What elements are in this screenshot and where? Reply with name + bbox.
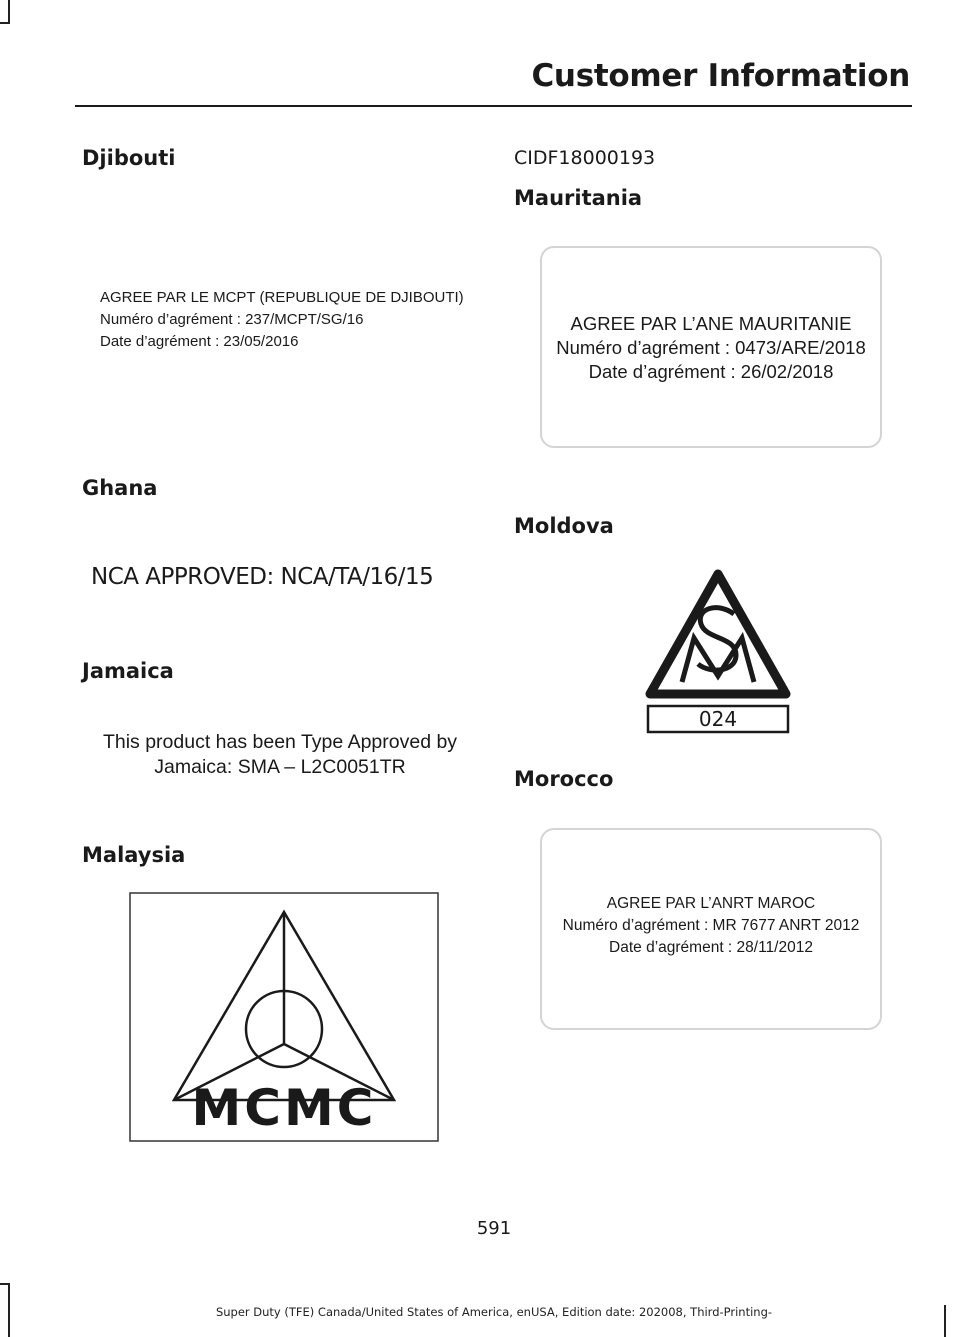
jamaica-line-2: Jamaica: SMA – L2C0051TR [154, 756, 406, 778]
djibouti-line-3: Date d’agrément : 23/05/2016 [100, 333, 299, 350]
ghana-heading: Ghana [82, 476, 158, 500]
moldova-heading: Moldova [514, 514, 614, 538]
malaysia-heading: Malaysia [82, 843, 186, 867]
morocco-approval-card [540, 828, 882, 1030]
crop-mark-top-left-v [8, 0, 10, 22]
morocco-line-3: Date d’agrément : 28/11/2012 [609, 939, 813, 956]
morocco-heading: Morocco [514, 767, 614, 791]
jamaica-line-1: This product has been Type Approved by [102, 731, 458, 753]
header-rule [75, 105, 912, 107]
djibouti-heading: Djibouti [82, 146, 176, 170]
moldova-sm-conformity-mark-icon [638, 564, 798, 739]
mcmc-triangle-logo-icon [129, 892, 439, 1142]
mauritania-line-1: AGREE PAR L’ANE MAURITANIE [570, 313, 852, 334]
djibouti-line-2: Numéro d’agrément : 237/MCPT/SG/16 [100, 311, 364, 328]
djibouti-line-1: AGREE PAR LE MCPT (REPUBLIQUE DE DJIBOUTI) [100, 289, 464, 306]
ghana-approval-label: NCA APPROVED: NCA/TA/16/15 [91, 564, 434, 590]
page-number: 591 [476, 1218, 512, 1239]
mauritania-line-3: Date d’agrément : 26/02/2018 [588, 361, 834, 382]
edition-footer: Super Duty (TFE) Canada/United States of America, enUSA, Edition date: 202008, Third-Printing- [215, 1305, 773, 1319]
crop-mark-bottom-left-h [0, 1283, 10, 1285]
djibouti-approval-label [100, 287, 464, 353]
jamaica-approval-label [80, 730, 480, 780]
mcmc-logo-text: MCMC [191, 1079, 377, 1137]
page-title: Customer Information [531, 58, 910, 94]
cidf-code: CIDF18000193 [514, 147, 656, 169]
morocco-line-1: AGREE PAR L’ANRT MAROC [606, 895, 816, 912]
mauritania-approval-card [540, 246, 882, 448]
crop-mark-top-left-h [0, 22, 10, 24]
moldova-mark-number: 024 [698, 707, 738, 731]
mauritania-heading: Mauritania [514, 186, 643, 210]
mauritania-line-2: Numéro d’agrément : 0473/ARE/2018 [556, 337, 866, 358]
morocco-line-2: Numéro d’agrément : MR 7677 ANRT 2012 [562, 917, 860, 934]
jamaica-heading: Jamaica [82, 659, 174, 683]
